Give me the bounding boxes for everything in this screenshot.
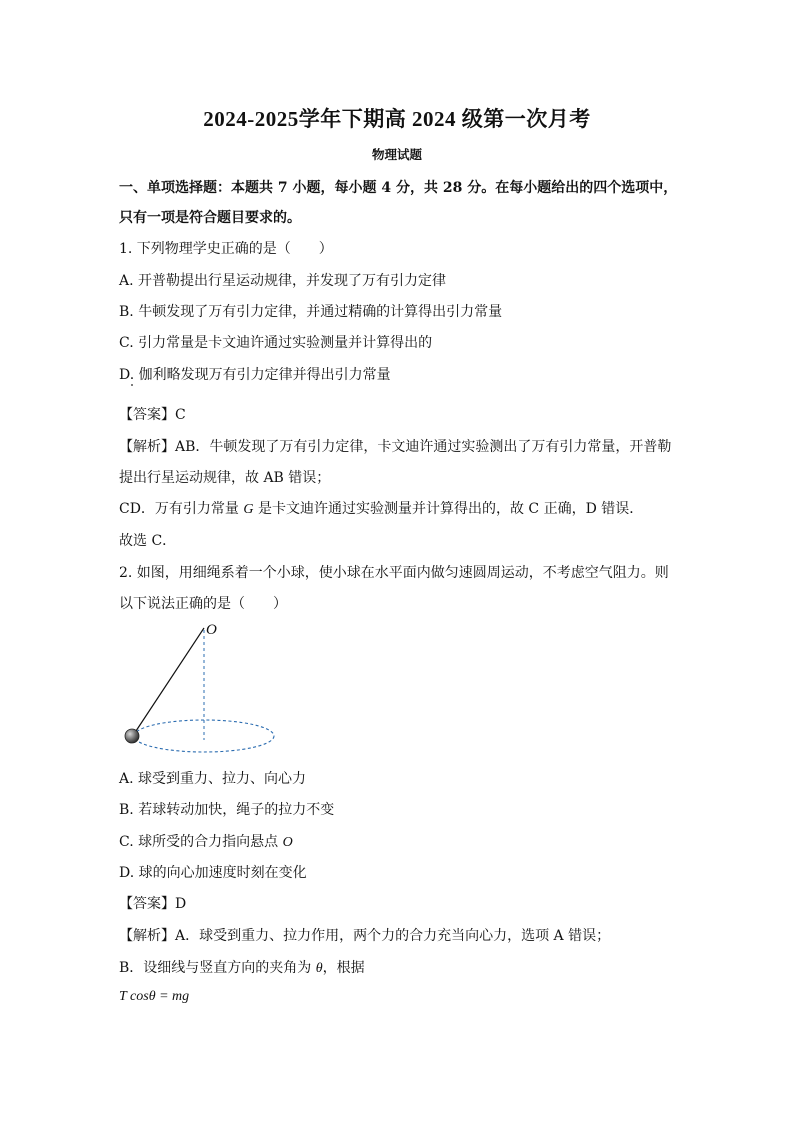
q2-analysis-text-1: A．球受到重力、拉力作用，两个力的合力充当向心力，选项 A 错误； [175,928,611,944]
q2-analysis-tag: 【解析】 [119,928,175,944]
q1-option-a: A. 开普勒提出行星运动规律，并发现了万有引力定律 [119,273,447,289]
q2-option-c-text: C. 球所受的合力指向悬点 [119,834,283,850]
q1-analysis-text-3a: CD．万有引力常量 [119,501,244,517]
q1-option-d: D. 伽利略发现万有引力定律并得出引力常量 [119,367,391,383]
q1-analysis-tag: 【解析】 [119,439,175,455]
q1-answer-value: C [175,407,186,423]
q1-analysis-var-g: G [243,502,254,517]
q2-answer-tag: 【答案】 [119,896,175,912]
q1-option-b: B. 牛顿发现了万有引力定律，并通过精确的计算得出引力常量 [119,304,503,320]
q2-option-b: B. 若球转动加快，绳子的拉力不变 [119,802,335,818]
q1-answer-tag: 【答案】 [119,407,175,423]
q2-analysis-text-2b: ，根据 [322,960,365,976]
page-subtitle: 物理试题 [371,147,422,162]
q2-answer-value: D [175,896,187,912]
q1-analysis-text-1: AB．牛顿发现了万有引力定律，卡文迪许通过实验测出了万有引力常量，开普勒 [175,439,672,455]
circular-path-dashed [134,720,274,752]
q1-analysis-line-2: 提出行星运动规律，故 AB 错误； [119,470,331,486]
q2-analysis-var-theta: θ [315,961,323,976]
q2-equation: T cosθ = mg [119,989,190,1004]
q2-analysis-line-1 [119,925,610,945]
q2-option-a: A. 球受到重力、拉力、向心力 [119,771,307,787]
q2-answer [119,893,186,913]
ball [125,729,139,743]
string-line [134,628,204,734]
q2-option-c [119,831,293,851]
q1-analysis-text-3b: 是卡文迪许通过实验测量并计算得出的，故 C 正确，D 错误． [253,501,644,517]
q2-analysis-line-2 [119,957,365,977]
q2-stem-line-1: 2. 如图，用细绳系着一个小球，使小球在水平面内做匀速圆周运动，不考虑空气阻力。则 [119,565,669,581]
section-heading-line-1: 一、单项选择题：本题共 7 小题，每小题 4 分，共 28 分。在每小题给出的四个选项中， [119,180,678,196]
conical-pendulum-figure [120,618,290,763]
q1-analysis-line-3 [119,498,643,518]
q1-analysis-line-1 [119,436,671,456]
page-title: 2024-2025学年下期高 2024 级第一次月考 [203,107,591,131]
q1-stem: 1. 下列物理学史正确的是（ ） [119,241,333,257]
pivot-label-o: O [206,622,217,638]
section-heading-line-2: 只有一项是符合题目要求的。 [119,210,301,226]
q2-stem-line-2: 以下说法正确的是（ ） [119,596,287,612]
stray-dot-mark [131,384,133,386]
q2-option-d: D. 球的向心加速度时刻在变化 [119,865,307,881]
q1-option-c: C. 引力常量是卡文迪许通过实验测量并计算得出的 [119,335,433,351]
q2-analysis-text-2a: B．设细线与竖直方向的夹角为 [119,960,316,976]
q1-analysis-line-4: 故选 C． [119,533,177,549]
q2-option-c-var: O [282,835,293,850]
q1-answer [119,404,186,424]
